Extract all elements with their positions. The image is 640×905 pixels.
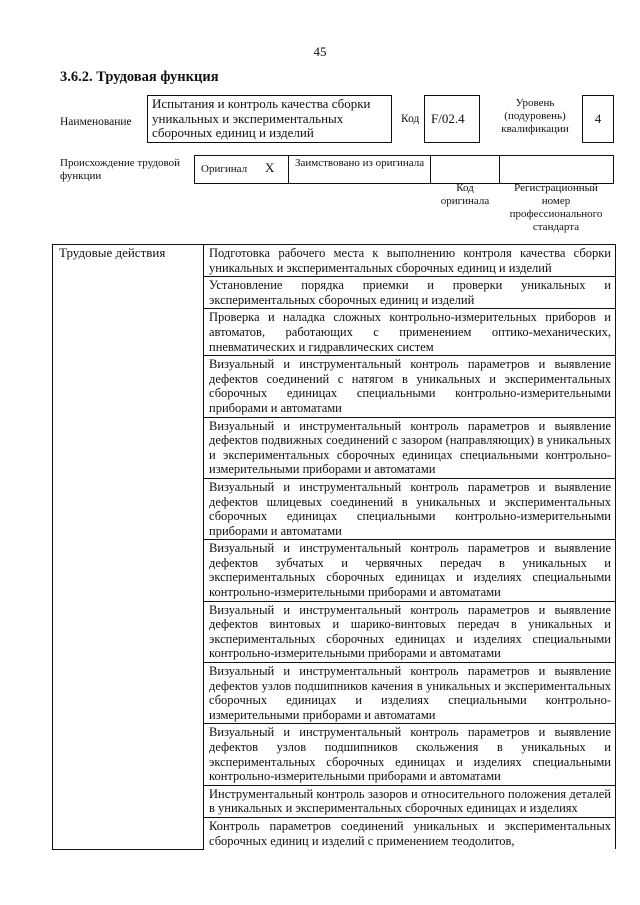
code-value: F/02.4 <box>431 111 465 126</box>
table-row <box>53 245 616 277</box>
page-number: 45 <box>313 44 327 59</box>
reg-number-caption: Регистрационный номер профессионального стандарта <box>509 182 603 233</box>
action-item: Проверка и наладка сложных контрольно-измерительных приборов и автоматов, работающих с применением оптико-механических, пневматических и гидравлических систем <box>204 309 616 356</box>
action-item: Визуальный и инструментальный контроль параметров и выявление дефектов подвижных соединений с зазором (направляющих) в уникальных и экспериментальных сборочных единицах специальными контрольно-измерительными приборами и автоматами <box>204 417 616 478</box>
action-item: Визуальный и инструментальный контроль параметров и выявление дефектов узлов подшипников качения в уникальных и экспериментальных сборочных единицах и изделиях специальными контрольно-измерительными приборами и автоматами <box>204 663 616 724</box>
action-item: Инструментальный контроль зазоров и относительного положения деталей в уникальных и экспериментальных сборочных единицах и изделиях <box>204 785 616 817</box>
action-item: Визуальный и инструментальный контроль параметров и выявление дефектов соединений с натягом в уникальных и экспериментальных сборочных единицах специальными контрольно-измерительными приборами и автоматами <box>204 356 616 417</box>
action-item: Визуальный и инструментальный контроль параметров и выявление дефектов узлов подшипников скольжения в уникальных и экспериментальных сборочных единицах и изделиях специальными контрольно-измерительными приборами и автоматами <box>204 724 616 785</box>
action-item: Контроль параметров соединений уникальных и экспериментальных сборочных единиц и изделий с применением теодолитов, <box>204 817 616 849</box>
name-label: Наименование <box>60 116 132 128</box>
function-name: Испытания и контроль качества сборки уникальных и экспериментальных сборочных единиц и изделий <box>152 96 371 140</box>
level-value: 4 <box>594 111 602 126</box>
original-label: Оригинал <box>201 163 248 175</box>
origin-label: Происхождение трудовой функции <box>60 157 181 182</box>
code-label: Код <box>401 113 420 125</box>
reg-number-cell <box>499 155 614 184</box>
action-item: Визуальный и инструментальный контроль параметров и выявление дефектов зубчатых и червячных передач в уникальных и экспериментальных сборочных единицах и изделиях специальными контрольно-измерительными приборами и автоматами <box>204 540 616 601</box>
section-title: 3.6.2. Трудовая функция <box>60 69 219 85</box>
action-item: Подготовка рабочего места к выполнению контроля качества сборки уникальных и экспериментальных сборочных единиц и изделий <box>204 245 616 277</box>
borrowed-label: Заимствовано из оригинала <box>295 157 425 169</box>
origin-code-cell <box>430 155 500 184</box>
level-box <box>582 95 614 143</box>
action-item: Визуальный и инструментальный контроль параметров и выявление дефектов шлицевых соединений в уникальных и экспериментальных сборочных единицах специальными контрольно-измерительными приборами и автоматами <box>204 478 616 539</box>
function-name-box <box>147 95 392 143</box>
origin-code-caption: Код оригинала <box>440 182 490 207</box>
actions-header: Трудовые действия <box>53 245 204 850</box>
code-box <box>424 95 480 143</box>
action-item: Визуальный и инструментальный контроль параметров и выявление дефектов винтовых и шарико-винтовых передач в уникальных и экспериментальных сборочных единицах и изделиях специальными контрольно-измерительными приборами и автоматами <box>204 601 616 662</box>
labor-actions-table <box>52 244 616 850</box>
original-mark: X <box>265 160 275 175</box>
action-item: Установление порядка приемки и проверки уникальных и экспериментальных сборочных единиц и изделий <box>204 277 616 309</box>
level-label: Уровень (подуровень) квалификации <box>501 97 569 135</box>
